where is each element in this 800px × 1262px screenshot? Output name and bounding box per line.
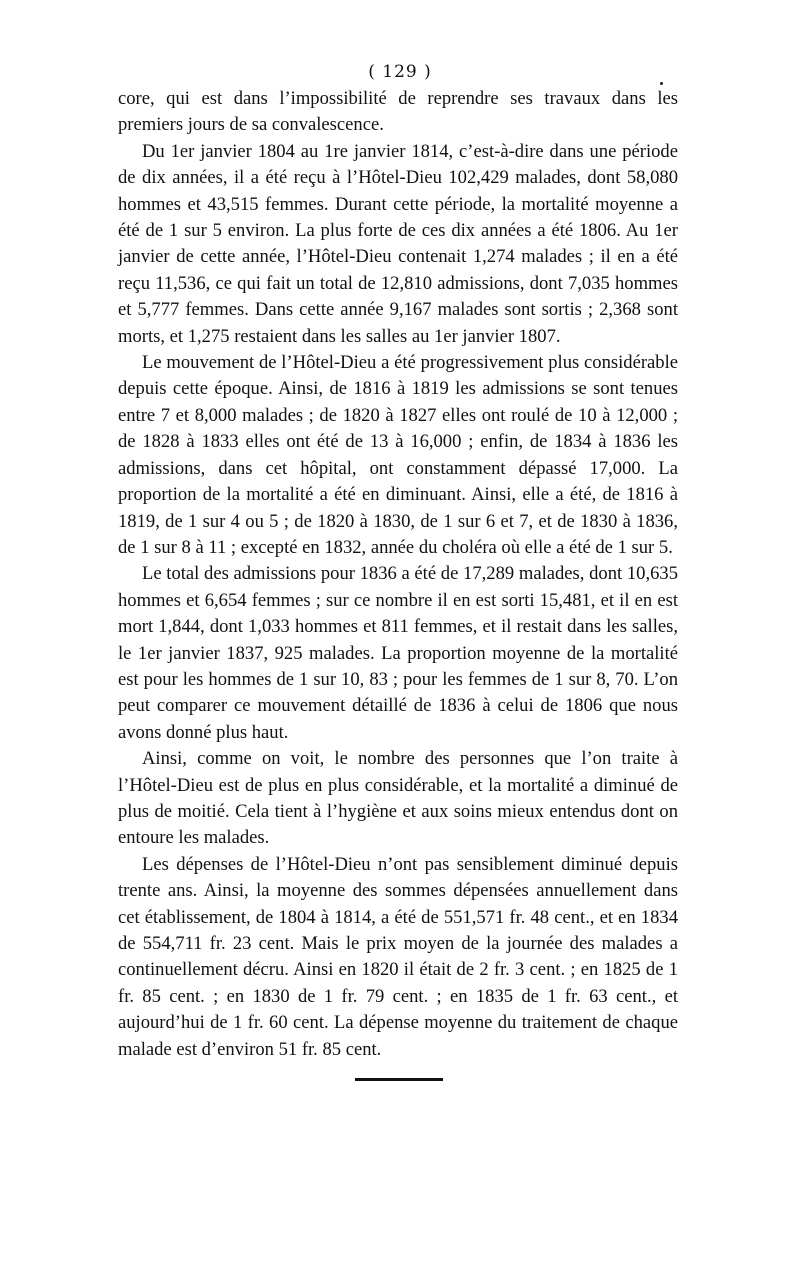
ink-speck	[660, 82, 663, 85]
paragraph: Le total des admissions pour 1836 a été de 17,289 malades, dont 10,635 hommes et 6,654 femmes ; sur ce nombre il en est sorti 15,481, et il en est mort 1,844, dont 1,033 hommes et 811 femmes, et il restait dans les salles, le 1er janvier 1837, 925 malades. La proportion moyenne de la mortalité est pour les hommes de 1 sur 10, 83 ; pour les femmes de 1 sur 8, 70. L’on peut comparer ce mouvement détaillé de 1836 à celui de 1806 que nous avons donné plus haut.	[118, 563, 678, 743]
paragraph: Ainsi, comme on voit, le nombre des personnes que l’on traite à l’Hôtel-Dieu est de plus en plus considérable, et la mortalité a diminué de plus de moitié. Cela tient à l’hygiène et aux soins mieux entendus dont on entoure les malades.	[118, 748, 678, 849]
paragraph: core, qui est dans l’impossibilité de reprendre ses travaux dans les premiers jours de sa convalescence.	[118, 88, 678, 136]
paragraph: Les dépenses de l’Hôtel-Dieu n’ont pas sensiblement diminué depuis trente ans. Ainsi, la moyenne des sommes dépensées annuellement dans cet établissement, de 1804 à 1814, a été de 551,571 fr. 48 cent., et en 1834 de 554,711 fr. 23 cent. Mais le prix moyen de la journée des malades a continuellement décru. Ainsi en 1820 il était de 2 fr. 3 cent. ; en 1825 de 1 fr. 85 cent. ; en 1830 de 1 fr. 79 cent. ; en 1835 de 1 fr. 63 cent., et aujourd’hui de 1 fr. 60 cent. La dépense moyenne du traitement de chaque malade est d’environ 51 fr. 85 cent.	[118, 853, 678, 1060]
page-number: ( 129 )	[368, 62, 432, 82]
paragraph: Du 1er janvier 1804 au 1re janvier 1814, c’est-à-dire dans une période de dix années, il a été reçu à l’Hôtel-Dieu 102,429 malades, dont 58,080 hommes et 43,515 femmes. Durant cette période, la mortalité moyenne a été de 1 sur 5 environ. La plus forte de ces dix années a été 1806. Au 1er janvier de cette année, l’Hôtel-Dieu contenait 1,274 malades ; il en a été reçu 11,536, ce qui fait un total de 12,810 admissions, dont 7,035 hommes et 5,777 femmes. Dans cette année 9,167 malades sont sortis ; 2,368 sont morts, et 1,275 restaient dans les salles au 1er janvier 1807.	[118, 140, 678, 347]
paragraph: Le mouvement de l’Hôtel-Dieu a été progressivement plus considérable depuis cette époque. Ainsi, de 1816 à 1819 les admissions se sont tenues entre 7 et 8,000 malades ; de 1820 à 1827 elles ont roulé de 10 à 12,000 ; de 1828 à 1833 elles ont été de 13 à 16,000 ; enfin, de 1834 à 1836 les admissions, dans cet hôpital, ont constamment dépassé 17,000. La proportion de la mortalité a été en diminuant. Ainsi, elle a été, de 1816 à 1819, de 1 sur 4 ou 5 ; de 1820 à 1830, de 1 sur 6 et 7, et de 1830 à 1836, de 1 sur 8 à 11 ; excepté en 1832, année du choléra où elle a été de 1 sur 5.	[118, 352, 678, 558]
body-text	[118, 86, 678, 1063]
section-divider	[355, 1078, 443, 1081]
